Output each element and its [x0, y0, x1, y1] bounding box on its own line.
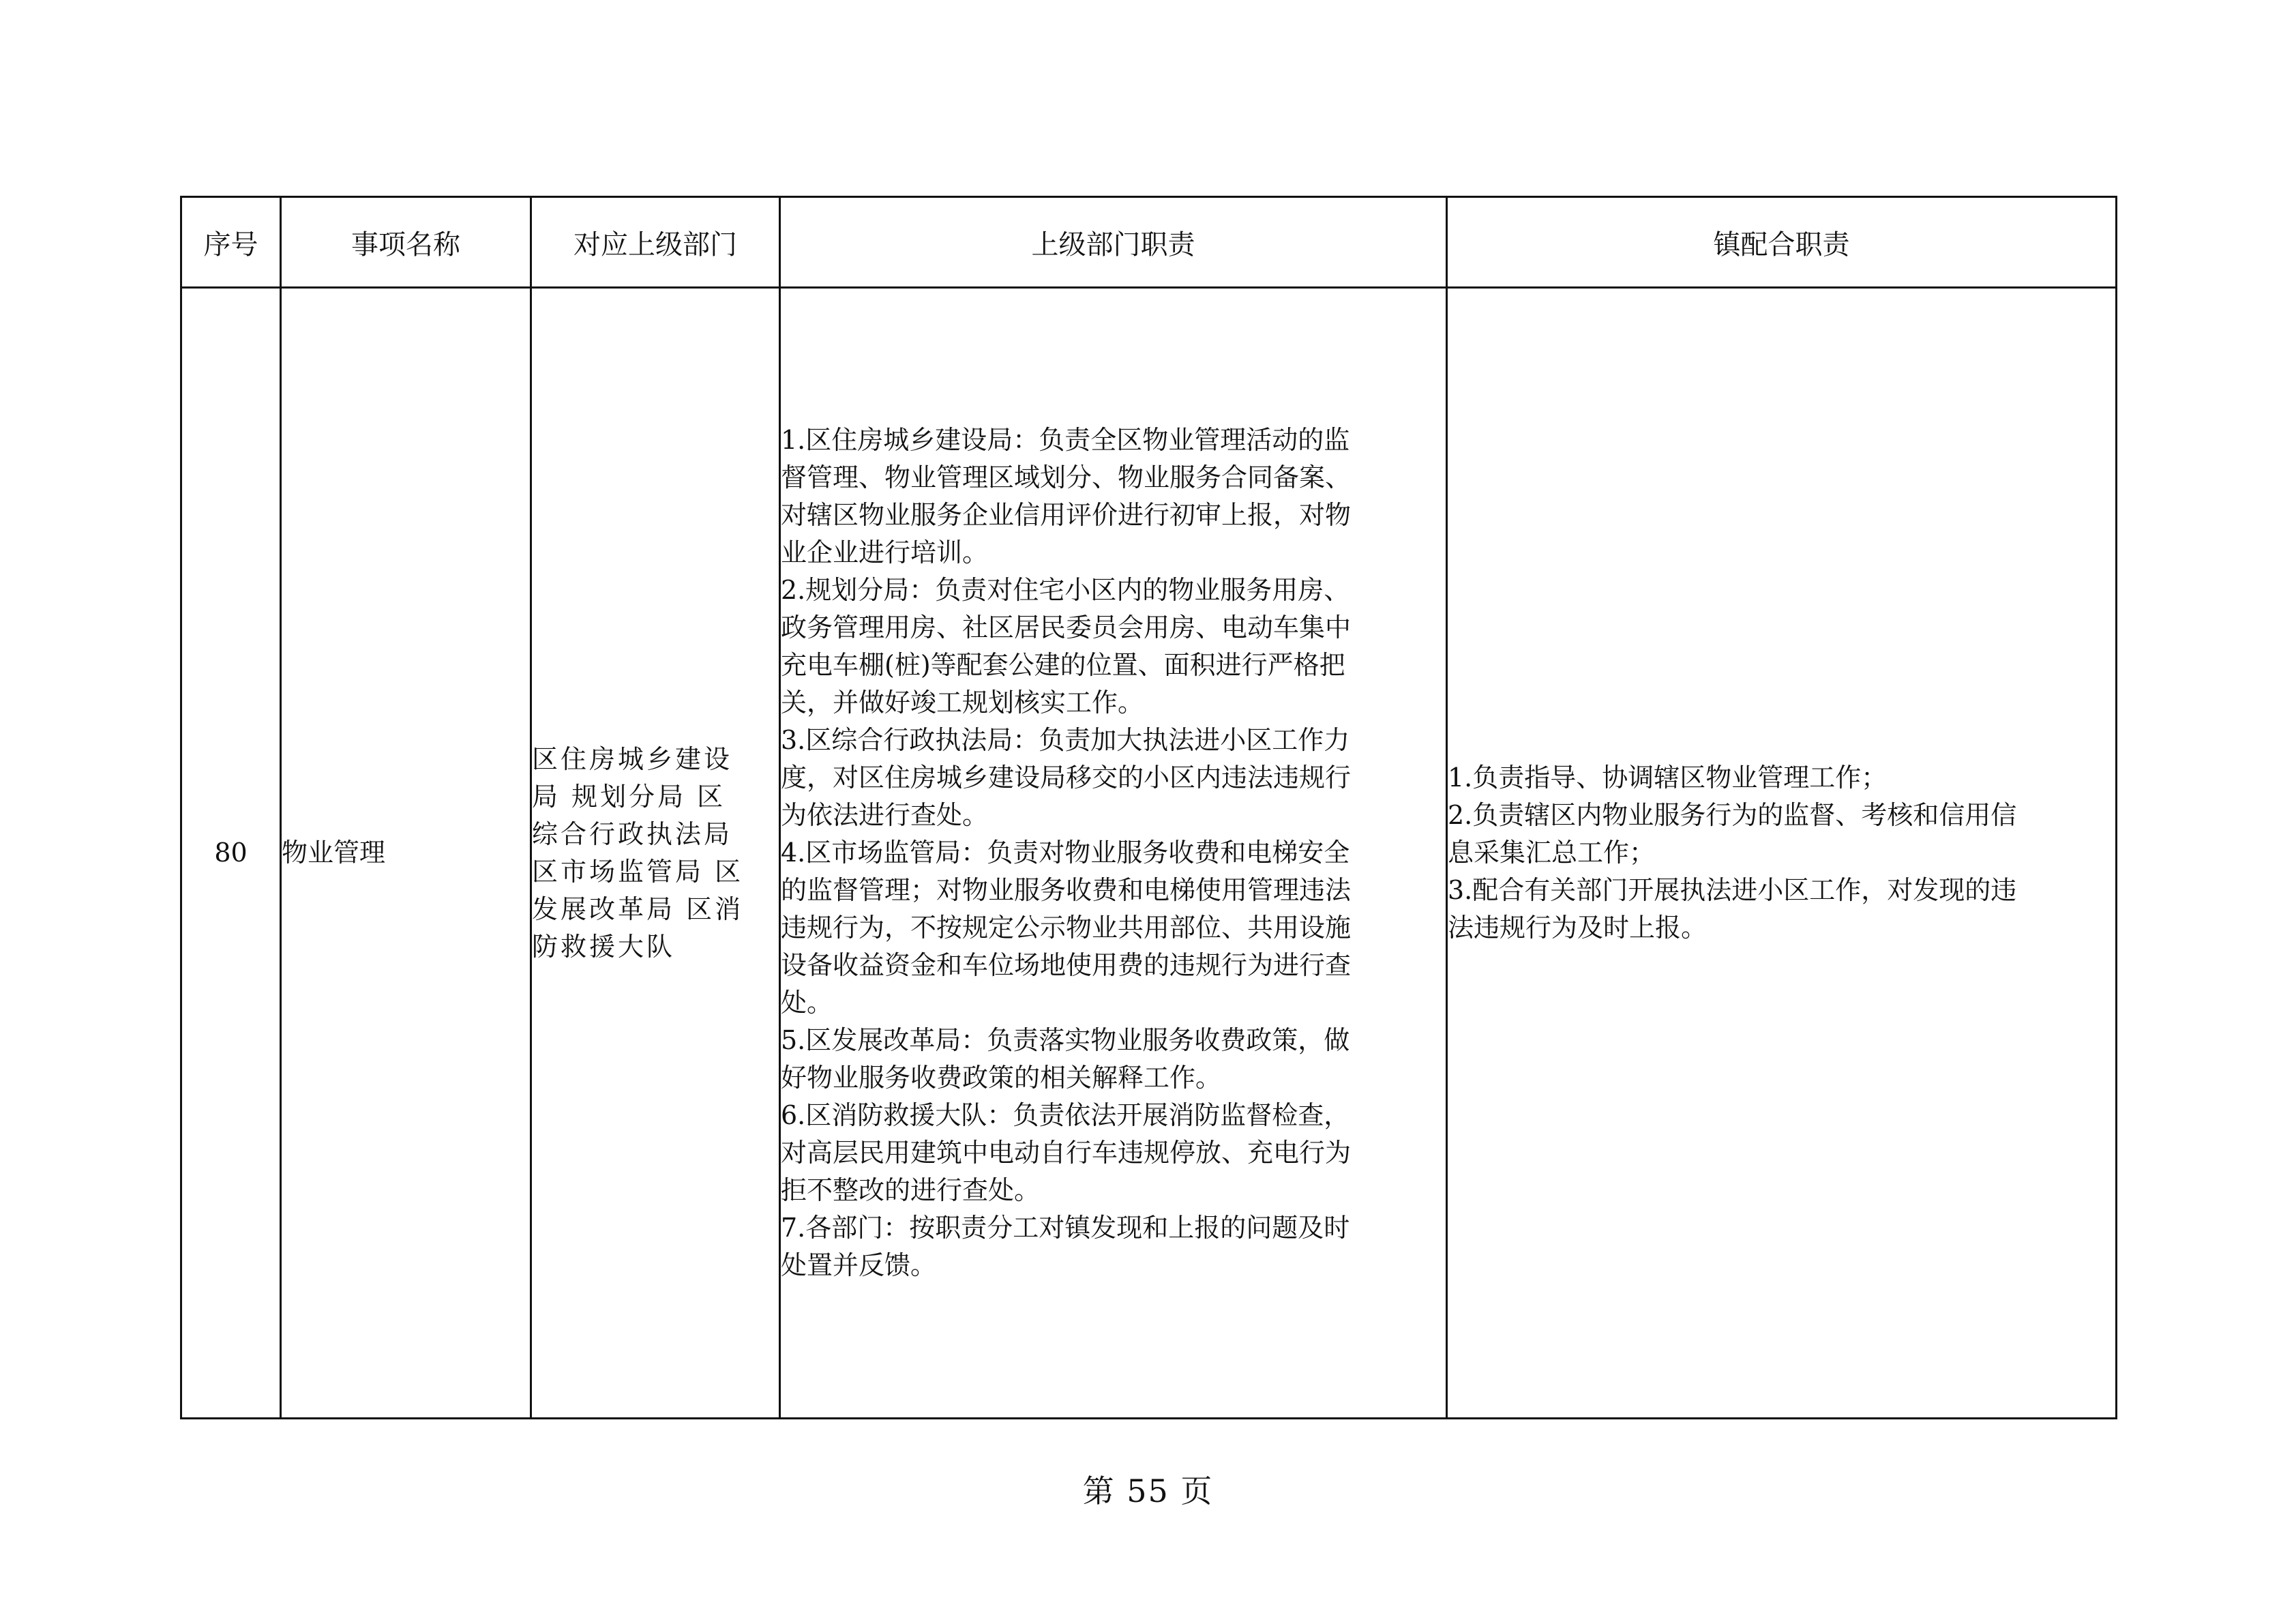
duty-line: 6.区消防救援大队：负责依法开展消防监督检查， — [781, 1100, 1350, 1130]
duty-line: 督管理、物业管理区域划分、物业服务合同备案、 — [781, 462, 1352, 492]
cell-town-duties — [1447, 288, 2117, 1419]
town-duty-line: 1.负责指导、协调辖区物业管理工作； — [1448, 763, 1888, 793]
department-line: 发展改革局 区消 — [532, 894, 744, 924]
duty-line: 对高层民用建筑中电动自行车违规停放、充电行为 — [781, 1138, 1352, 1168]
duty-line: 好物业服务收费政策的相关解释工作。 — [781, 1063, 1222, 1093]
duty-line: 设备收益资金和车位场地使用费的违规行为进行查 — [781, 950, 1352, 980]
table-header-row — [181, 197, 2117, 288]
cell-superior-department — [531, 288, 780, 1419]
duty-line: 处。 — [781, 988, 833, 1018]
duty-line: 5.区发展改革局：负责落实物业服务收费政策，做 — [781, 1025, 1350, 1055]
header-superior-department: 对应上级部门 — [531, 197, 780, 288]
town-duty-line: 法违规行为及时上报。 — [1448, 913, 1708, 943]
duty-line: 业企业进行培训。 — [781, 537, 989, 567]
duty-line: 处置并反馈。 — [781, 1250, 937, 1280]
table-row — [181, 288, 2117, 1419]
duty-line: 2.规划分局：负责对住宅小区内的物业服务用房、 — [781, 575, 1350, 605]
department-line: 局 规划分局 区 — [532, 781, 726, 812]
duty-line: 7.各部门：按职责分工对镇发现和上报的问题及时 — [781, 1213, 1350, 1243]
duty-line: 关，并做好竣工规划核实工作。 — [781, 688, 1144, 718]
duty-line: 3.区综合行政执法局：负责加大执法进小区工作力 — [781, 725, 1350, 755]
duty-line: 拒不整改的进行查处。 — [781, 1175, 1041, 1205]
header-item-name: 事项名称 — [281, 197, 531, 288]
cell-superior-duties — [780, 288, 1447, 1419]
town-duty-line: 息采集汇总工作； — [1448, 838, 1656, 868]
duty-line: 度，对区住房城乡建设局移交的小区内违法违规行 — [781, 763, 1352, 793]
duty-line: 违规行为，不按规定公示物业共用部位、共用设施 — [781, 913, 1352, 943]
page-number: 第 55 页 — [1082, 1473, 1214, 1509]
duty-line: 1.区住房城乡建设局：负责全区物业管理活动的监 — [781, 425, 1350, 455]
department-line: 区住房城乡建设 — [532, 743, 733, 774]
duty-line: 政务管理用房、社区居民委员会用房、电动车集中 — [781, 612, 1352, 643]
header-town-duties: 镇配合职责 — [1447, 197, 2117, 288]
town-duty-line: 2.负责辖区内物业服务行为的监督、考核和信用信 — [1448, 800, 2017, 830]
town-duty-line: 3.配合有关部门开展执法进小区工作，对发现的违 — [1448, 875, 2017, 905]
duty-line: 4.区市场监管局：负责对物业服务收费和电梯安全 — [781, 838, 1350, 868]
duty-line: 充电车棚(桩)等配套公建的位置、面积进行严格把 — [781, 650, 1345, 680]
duty-line: 的监督管理；对物业服务收费和电梯使用管理违法 — [781, 875, 1352, 905]
cell-item-name: 物业管理 — [281, 288, 531, 1419]
responsibility-table — [180, 196, 2117, 1419]
department-line: 综合行政执法局 — [532, 818, 733, 849]
duty-line: 为依法进行查处。 — [781, 800, 989, 830]
department-line: 防救援大队 — [532, 931, 676, 962]
duty-line: 对辖区物业服务企业信用评价进行初审上报，对物 — [781, 500, 1352, 530]
header-serial-number: 序号 — [181, 197, 281, 288]
header-superior-duties: 上级部门职责 — [780, 197, 1447, 288]
department-line: 区市场监管局 区 — [532, 856, 744, 887]
cell-serial-number: 80 — [181, 288, 281, 1419]
